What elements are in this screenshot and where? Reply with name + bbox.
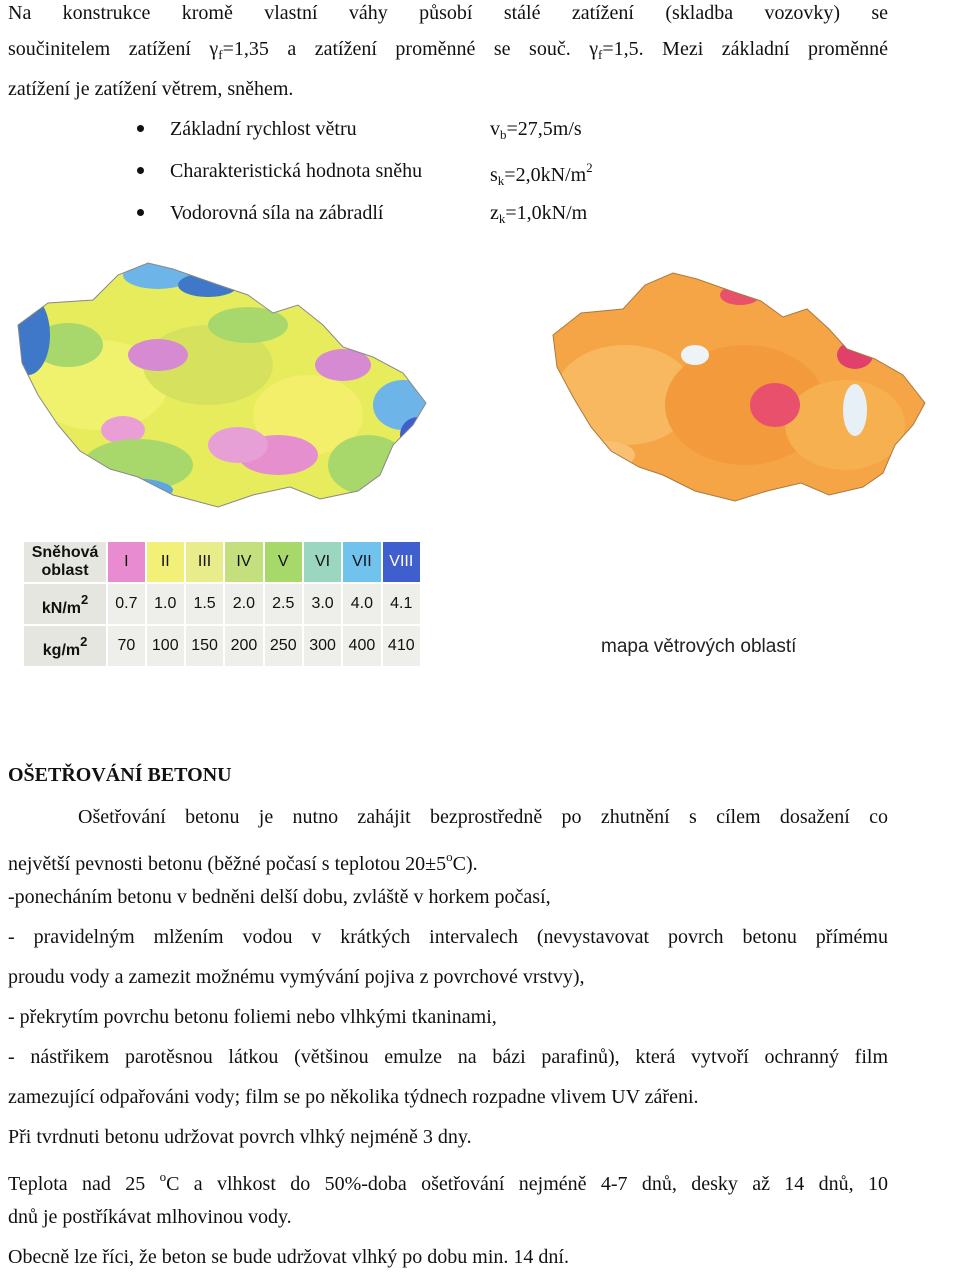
load-item [0,202,960,228]
kn-value: 4.0 [342,583,381,625]
region-cell: VI [303,541,342,583]
kn-value: 4.1 [382,583,421,625]
kn-value: 3.0 [303,583,342,625]
kg-value: 200 [224,625,263,667]
kn-value: 1.5 [185,583,224,625]
load-label: Charakteristická hodnota sněhu [170,160,423,182]
curing-note-line: Teplota nad 25 $^o$C a vlhkost do 50%-doba ošetřování nejméně 4-7 dnů, desky až 14 dnů, 10 [8,1169,888,1195]
region-cell: V [264,541,303,583]
kn-value: 0.7 [107,583,145,625]
kg-value: 70 [107,625,145,667]
curing-method-line: - překrytím povrchu betonu foliemi nebo vlhkými tkaninami, [8,1006,497,1028]
kn-value: 1.0 [146,583,185,625]
kn-row [23,583,421,625]
curing-method-line: -ponecháním betonu v bedněni delší dobu, zvláště v horkem počasí, [8,886,551,908]
curing-method-line: - nástřikem parotěsnou látkou (většinou emulze na bázi parafinů), která vytvoří ochranný film [8,1046,888,1068]
region-cell: II [146,541,185,583]
region-cell: I [107,541,145,583]
intro-line-2: součinitelem zatížení $\gamma_f=1,35$ a zatížení proměnné se souč. $\gamma_f=1,5$. Mezi základní proměnné [8,38,888,62]
curing-method-line: - pravidelným mlžením vodou v krátkých intervalech (nevystavovat povrch betonu přímému [8,926,888,948]
kn-header: $kN/m^2$ [23,583,107,625]
intro-line-3: zatížení je zatížení větrem, sněhem. [8,78,294,100]
kg-value: 250 [264,625,303,667]
curing-method-line: proudu vody a zamezit možnému vymývání pojiva z povrchové vrstvy), [8,966,585,988]
load-value: $s_k=2,0kN/m^2$ [490,160,593,188]
kn-value: 2.5 [264,583,303,625]
bullet-icon [137,202,144,225]
section-paragraph-line: Ošetřování betonu je nutno zahájit bezprostředně po zhutnění s cílem dosažení co [78,806,888,828]
region-cell: III [185,541,224,583]
region-cell: VII [342,541,381,583]
load-item [0,118,960,144]
kg-header: $kg/m^2$ [23,625,107,667]
load-item [0,160,960,186]
region-cell: VIII [382,541,421,583]
wind-map-caption: mapa větrových oblastí [601,636,797,657]
kg-value: 150 [185,625,224,667]
region-cell: IV [224,541,263,583]
intro-line-1: Na konstrukce kromě vlastní váhy působí stálé zatížení (skladba vozovky) se [8,2,888,24]
snow-region-map [8,255,438,525]
curing-note-line: Obecně lze říci, že beton se bude udržovat vlhký po dobu min. 14 dní. [8,1246,569,1268]
snow-region-table [22,540,422,672]
kg-value: 400 [342,625,381,667]
kg-value: 100 [146,625,185,667]
kg-value: 300 [303,625,342,667]
curing-note-line: dnů je postříkávat mlhovinou vody. [8,1206,292,1228]
load-label: Vodorovná síla na zábradlí [170,202,384,224]
load-value: $v_b=27,5m/s$ [490,118,582,142]
section-heading: OŠETŘOVÁNÍ BETONU [8,764,232,786]
load-value: $z_k=1,0kN/m$ [490,202,588,226]
curing-note-line: Při tvrdnuti betonu udržovat povrch vlhký nejméně 3 dny. [8,1126,472,1148]
bullet-icon [137,118,144,141]
load-label: Základní rychlost větru [170,118,357,140]
section-paragraph-line: největší pevnosti betonu (běžné počasí s teplotou $20\pm 5^oC$). [8,849,478,875]
snow-region-header: Sněhová oblast [23,541,107,583]
curing-method-line: zamezující odpařováni vody; film se po několika týdnech rozpadne vlivem UV zářeni. [8,1086,699,1108]
bullet-icon [137,160,144,183]
kn-value: 2.0 [224,583,263,625]
kg-row [23,625,421,667]
kg-value: 410 [382,625,421,667]
snow-region-row [23,541,421,583]
wind-region-map [545,255,935,525]
